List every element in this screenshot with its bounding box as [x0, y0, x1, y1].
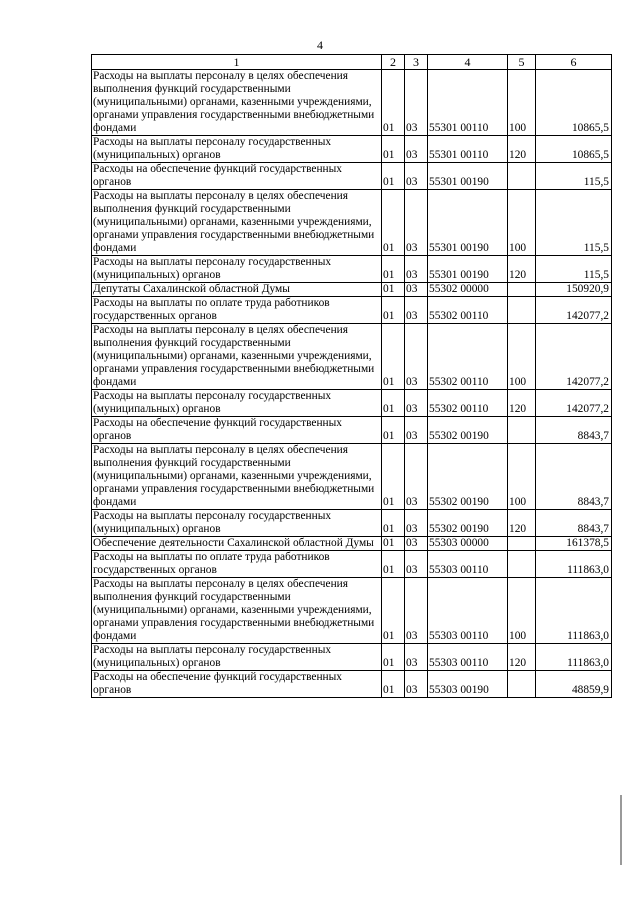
column-header: 2 [382, 55, 405, 70]
section-code-cell: 01 [382, 510, 405, 537]
table-row [92, 644, 612, 671]
column-header: 6 [536, 55, 612, 70]
amount-cell: 142077,2 [536, 390, 612, 417]
expense-type-cell: 100 [508, 70, 536, 136]
subsection-code-cell: 03 [405, 510, 428, 537]
section-code-cell: 01 [382, 444, 405, 510]
table-row [92, 283, 612, 297]
expense-type-cell: 120 [508, 136, 536, 163]
amount-cell: 10865,5 [536, 70, 612, 136]
row-name-cell: Расходы на обеспечение функций государственных органов [92, 671, 382, 698]
row-name-cell: Расходы на выплаты персоналу государственных (муниципальных) органов [92, 256, 382, 283]
expense-type-cell [508, 283, 536, 297]
amount-cell: 115,5 [536, 163, 612, 190]
target-article-cell: 55302 00190 [428, 444, 508, 510]
target-article-cell: 55302 00190 [428, 417, 508, 444]
amount-cell: 115,5 [536, 256, 612, 283]
table-row [92, 70, 612, 136]
expense-type-cell [508, 537, 536, 551]
table-row [92, 390, 612, 417]
amount-cell: 115,5 [536, 190, 612, 256]
row-name-cell: Расходы на выплаты персоналу государственных (муниципальных) органов [92, 390, 382, 417]
subsection-code-cell: 03 [405, 444, 428, 510]
amount-cell: 150920,9 [536, 283, 612, 297]
amount-cell: 161378,5 [536, 537, 612, 551]
subsection-code-cell: 03 [405, 324, 428, 390]
subsection-code-cell: 03 [405, 256, 428, 283]
target-article-cell: 55303 00000 [428, 537, 508, 551]
row-name-cell: Расходы на выплаты персоналу в целях обеспечения выполнения функций государственными (муниципальными) органами, казенными учреждениями, органами управления государственными внебюджетными фондами [92, 324, 382, 390]
section-code-cell: 01 [382, 256, 405, 283]
amount-cell: 10865,5 [536, 136, 612, 163]
row-name-cell: Расходы на выплаты персоналу государственных (муниципальных) органов [92, 644, 382, 671]
subsection-code-cell: 03 [405, 390, 428, 417]
amount-cell: 142077,2 [536, 297, 612, 324]
subsection-code-cell: 03 [405, 163, 428, 190]
column-header: 5 [508, 55, 536, 70]
table-row [92, 417, 612, 444]
amount-cell: 111863,0 [536, 578, 612, 644]
budget-table [91, 54, 612, 698]
section-code-cell: 01 [382, 324, 405, 390]
expense-type-cell: 120 [508, 390, 536, 417]
section-code-cell: 01 [382, 283, 405, 297]
subsection-code-cell: 03 [405, 578, 428, 644]
target-article-cell: 55302 00110 [428, 390, 508, 417]
subsection-code-cell: 03 [405, 297, 428, 324]
amount-cell: 8843,7 [536, 444, 612, 510]
table-row [92, 190, 612, 256]
row-name-cell: Расходы на обеспечение функций государственных органов [92, 417, 382, 444]
expense-type-cell: 100 [508, 190, 536, 256]
target-article-cell: 55302 00110 [428, 297, 508, 324]
expense-type-cell: 120 [508, 644, 536, 671]
page-number: 4 [317, 38, 323, 52]
expense-type-cell: 100 [508, 324, 536, 390]
table-row [92, 537, 612, 551]
expense-type-cell [508, 163, 536, 190]
target-article-cell: 55301 00190 [428, 256, 508, 283]
table-row [92, 256, 612, 283]
column-header: 1 [92, 55, 382, 70]
column-header: 4 [428, 55, 508, 70]
subsection-code-cell: 03 [405, 537, 428, 551]
table-row [92, 510, 612, 537]
row-name-cell: Расходы на выплаты персоналу в целях обеспечения выполнения функций государственными (муниципальными) органами, казенными учреждениями, органами управления государственными внебюджетными фондами [92, 444, 382, 510]
subsection-code-cell: 03 [405, 551, 428, 578]
row-name-cell: Расходы на выплаты персоналу в целях обеспечения выполнения функций государственными (муниципальными) органами, казенными учреждениями, органами управления государственными внебюджетными фондами [92, 70, 382, 136]
expense-type-cell: 120 [508, 510, 536, 537]
section-code-cell: 01 [382, 644, 405, 671]
section-code-cell: 01 [382, 551, 405, 578]
expense-type-cell [508, 297, 536, 324]
target-article-cell: 55301 00190 [428, 190, 508, 256]
table-row [92, 671, 612, 698]
target-article-cell: 55302 00110 [428, 324, 508, 390]
expense-type-cell: 120 [508, 256, 536, 283]
scan-edge-mark [620, 795, 622, 865]
row-name-cell: Расходы на выплаты персоналу в целях обеспечения выполнения функций государственными (муниципальными) органами, казенными учреждениями, органами управления государственными внебюджетными фондами [92, 190, 382, 256]
target-article-cell: 55303 00110 [428, 551, 508, 578]
table-row [92, 551, 612, 578]
section-code-cell: 01 [382, 578, 405, 644]
table-row [92, 136, 612, 163]
table-row [92, 163, 612, 190]
amount-cell: 111863,0 [536, 551, 612, 578]
amount-cell: 142077,2 [536, 324, 612, 390]
section-code-cell: 01 [382, 136, 405, 163]
section-code-cell: 01 [382, 297, 405, 324]
section-code-cell: 01 [382, 163, 405, 190]
section-code-cell: 01 [382, 671, 405, 698]
section-code-cell: 01 [382, 417, 405, 444]
target-article-cell: 55302 00000 [428, 283, 508, 297]
expense-type-cell: 100 [508, 578, 536, 644]
table-row [92, 444, 612, 510]
row-name-cell: Депутаты Сахалинской областной Думы [92, 283, 382, 297]
expense-type-cell [508, 417, 536, 444]
row-name-cell: Расходы на выплаты персоналу государственных (муниципальных) органов [92, 136, 382, 163]
subsection-code-cell: 03 [405, 70, 428, 136]
row-name-cell: Расходы на выплаты по оплате труда работников государственных органов [92, 551, 382, 578]
subsection-code-cell: 03 [405, 136, 428, 163]
table-row [92, 324, 612, 390]
target-article-cell: 55301 00190 [428, 163, 508, 190]
subsection-code-cell: 03 [405, 671, 428, 698]
row-name-cell: Расходы на выплаты персоналу в целях обеспечения выполнения функций государственными (муниципальными) органами, казенными учреждениями, органами управления государственными внебюджетными фондами [92, 578, 382, 644]
amount-cell: 48859,9 [536, 671, 612, 698]
subsection-code-cell: 03 [405, 190, 428, 256]
target-article-cell: 55303 00190 [428, 671, 508, 698]
target-article-cell: 55303 00110 [428, 644, 508, 671]
subsection-code-cell: 03 [405, 644, 428, 671]
target-article-cell: 55302 00190 [428, 510, 508, 537]
subsection-code-cell: 03 [405, 283, 428, 297]
table-row [92, 578, 612, 644]
row-name-cell: Расходы на обеспечение функций государственных органов [92, 163, 382, 190]
table-body [92, 55, 612, 698]
target-article-cell: 55301 00110 [428, 136, 508, 163]
section-code-cell: 01 [382, 390, 405, 417]
amount-cell: 111863,0 [536, 644, 612, 671]
subsection-code-cell: 03 [405, 417, 428, 444]
amount-cell: 8843,7 [536, 510, 612, 537]
table-header-row [92, 55, 612, 70]
column-header: 3 [405, 55, 428, 70]
row-name-cell: Расходы на выплаты персоналу государственных (муниципальных) органов [92, 510, 382, 537]
section-code-cell: 01 [382, 70, 405, 136]
amount-cell: 8843,7 [536, 417, 612, 444]
section-code-cell: 01 [382, 190, 405, 256]
table-row [92, 297, 612, 324]
target-article-cell: 55301 00110 [428, 70, 508, 136]
target-article-cell: 55303 00110 [428, 578, 508, 644]
section-code-cell: 01 [382, 537, 405, 551]
row-name-cell: Обеспечение деятельности Сахалинской областной Думы [92, 537, 382, 551]
expense-type-cell: 100 [508, 444, 536, 510]
expense-type-cell [508, 671, 536, 698]
expense-type-cell [508, 551, 536, 578]
row-name-cell: Расходы на выплаты по оплате труда работников государственных органов [92, 297, 382, 324]
